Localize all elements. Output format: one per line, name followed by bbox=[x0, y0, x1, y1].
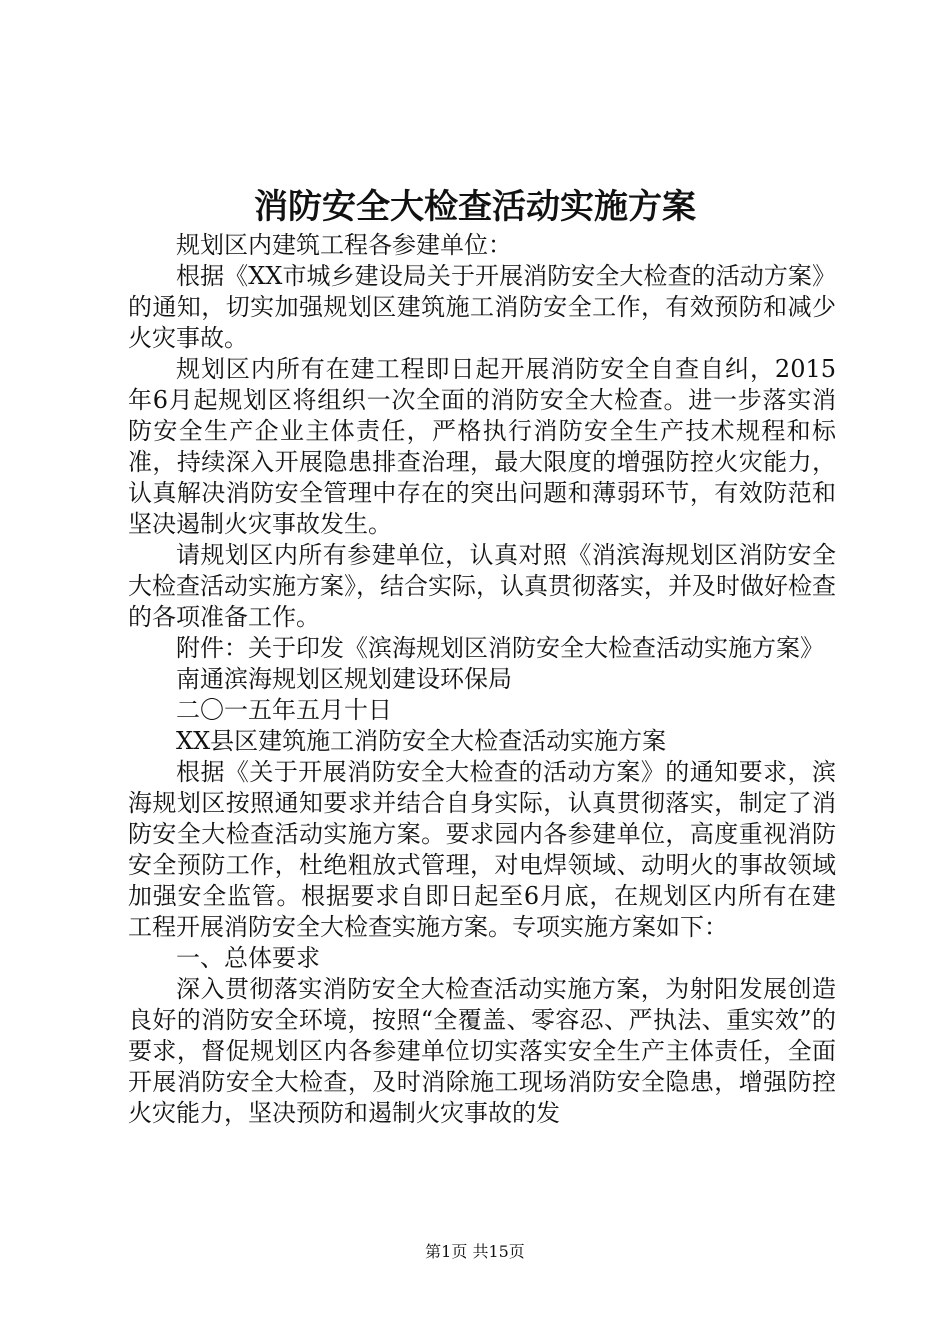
page-footer: 第1页 共15页 bbox=[425, 1242, 525, 1261]
section-heading: 一、总体要求 bbox=[176, 944, 320, 972]
paragraph-request: 请规划区内所有参建单位，认真对照《消滨海规划区消防安全大检查活动实施方案》，结合实际，认真贯彻落实，并及时做好检查的各项准备工作。 bbox=[128, 541, 836, 631]
paragraph-general-requirements: 深入贯彻落实消防安全大检查活动实施方案，为射阳发展创造良好的消防安全环境，按照“全覆盖、零容忍、严执法、重实效”的要求，督促规划区内各参建单位切实落实安全生产主体责任，全面开展消防安全大检查，及时消除施工现场消防安全隐患，增强防控火灾能力，坚决预防和遏制火灾事故的发 bbox=[128, 975, 836, 1127]
paragraph-self-inspection: 规划区内所有在建工程即日起开展消防安全自查自纠，2015年6月起规划区将组织一次全面的消防安全大检查。进一步落实消防安全生产企业主体责任，严格执行消防安全生产技术规程和标准，持续深入开展隐患排查治理，最大限度的增强防控火灾能力，认真解决消防安全管理中存在的突出问题和薄弱环节，有效防范和坚决遏制火灾事故发生。 bbox=[128, 355, 836, 538]
salutation: 规划区内建筑工程各参建单位： bbox=[176, 231, 512, 259]
date-line: 二〇一五年五月十日 bbox=[176, 696, 392, 724]
subtitle-line: XX县区建筑施工消防安全大检查活动实施方案 bbox=[176, 727, 667, 755]
paragraph-plan-intro: 根据《关于开展消防安全大检查的活动方案》的通知要求，滨海规划区按照通知要求并结合自身实际，认真贯彻落实，制定了消防安全大检查活动实施方案。要求园内各参建单位，高度重视消防安全预防工作，杜绝粗放式管理，对电焊领域、动明火的事故领域加强安全监管。根据要求自即日起至6月底，在规划区内所有在建工程开展消防安全大检查实施方案。专项实施方案如下： bbox=[128, 758, 836, 941]
document-body bbox=[128, 230, 836, 1129]
issuer-line: 南通滨海规划区规划建设环保局 bbox=[176, 665, 512, 693]
paragraph-notice: 根据《XX市城乡建设局关于开展消防安全大检查的活动方案》的通知，切实加强规划区建筑施工消防安全工作，有效预防和减少火灾事故。 bbox=[128, 262, 836, 352]
attachment-line: 附件：关于印发《滨海规划区消防安全大检查活动实施方案》 bbox=[176, 634, 824, 662]
document-title: 消防安全大检查活动实施方案 bbox=[254, 187, 696, 227]
